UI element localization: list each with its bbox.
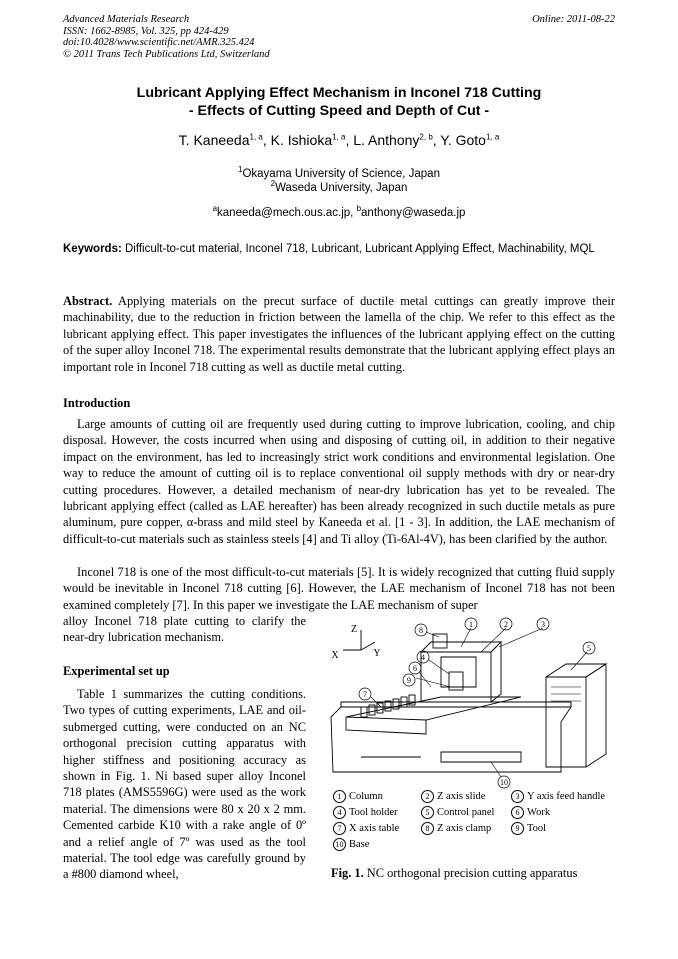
svg-text:3: 3: [541, 620, 545, 629]
callout-9: [403, 674, 415, 686]
intro-paragraph-1: Large amounts of cutting oil are frequently used during cutting to improve lubrication, cooling, and chip disposal. However, the costs incurred when using and disposing of cutting oil, in addition to their negative impact on the environment, has led to increasingly strict work conditions and environmental legislation. One way to reduce the amount of cutting oil is to replace conventional oil supply methods with dry or near-dry cutting procedures. However, a detailed mechanism of near-dry lubrication has yet to be revealed. The lubricant applying effect (called as LAE hereafter) has been already recognized in such ductile metals as pure aluminum, pure copper, α-brass and mild steel by Kaneeda et al. [1 - 3]. In addition, the LAE mechanism of difficult-to-cut materials such as stainless steels [4] and Ti alloy (Ti-6Al-4V), has been clarified by the author.: [63, 417, 615, 546]
svg-text:2: 2: [504, 620, 508, 629]
svg-text:1: 1: [469, 620, 473, 629]
base-top: [341, 702, 571, 707]
control-panel-side: [586, 664, 606, 767]
figure-caption-label: Fig. 1.: [331, 866, 364, 880]
base-front-slot: [441, 752, 521, 762]
axis-z-label: Z: [350, 624, 358, 635]
title-line-2: - Effects of Cutting Speed and Depth of Cut -: [188, 103, 490, 119]
title-line-1: Lubricant Applying Effect Mechanism in Inconel 718 Cutting: [136, 85, 542, 101]
doi: doi:10.4028/www.scientific.net/AMR.325.424: [63, 37, 255, 48]
callout-3: [537, 618, 549, 630]
legend-item: 4 Tool holder: [333, 806, 398, 819]
callout-4: [417, 651, 429, 663]
control-panel-top: [546, 664, 606, 677]
control-panel-front: [546, 677, 586, 767]
abstract-text: Applying materials on the precut surface of ductile metal cuttings can greatly improve their machinability, due to the reduction in friction between the lamella of the chip. We refer to this effect as the lubricant applying effect. This paper investigates the influences of the lubricant applying effect on the cutting of the super alloy Inconel 718. The experimental results demonstrate that the lubricant applying effect plays an important role in Inconel 718 cutting as well as ductile metal cutting.: [63, 294, 615, 374]
callout-1: [465, 618, 477, 630]
svg-text:10: 10: [500, 778, 508, 787]
svg-text:9: 9: [407, 676, 411, 685]
author: Y. Goto$^{1, a}$: [440, 132, 500, 148]
keywords-text: Difficult-to-cut material, Inconel 718, Lubricant, Lubricant Applying Effect, Machinability, MQL: [121, 243, 595, 255]
callout-2: [500, 618, 512, 630]
legend-item: 2 Z axis slide: [421, 790, 485, 803]
author-list: T. Kaneeda$^{1, a}$, K. Ishioka$^{1, a}$, L. Anthony$^{2, b}$, Y. Goto$^{1, a}$: [178, 132, 500, 148]
control-panel-buttons: [551, 687, 581, 701]
x-table: [346, 697, 521, 720]
axis-y-label: Y: [373, 648, 381, 659]
axes-indicator: [343, 630, 375, 650]
legend-item: 7 X axis table: [333, 822, 399, 835]
callout-6: [409, 662, 421, 674]
svg-text:6: 6: [413, 664, 417, 673]
svg-text:5: 5: [587, 644, 591, 653]
abstract-label: Abstract.: [63, 294, 113, 308]
email-link[interactable]: kaneeda@mech.ous.ac.jp,: [217, 207, 357, 219]
affiliation: $^2$Waseda University, Japan: [270, 179, 408, 194]
abstract: [63, 293, 615, 375]
figure-legend: [333, 790, 623, 860]
online-date: Online: 2011-08-22: [532, 14, 615, 25]
callout-8: [415, 624, 427, 636]
svg-text:7: 7: [363, 690, 367, 699]
legend-item: 9 Tool: [511, 822, 546, 835]
axis-x-label: X: [331, 650, 339, 661]
intro-paragraph-2-cont: alloy Inconel 718 plate cutting to clarify the near-dry lubrication mechanism.: [63, 614, 306, 645]
author: K. Ishioka$^{1, a}$: [270, 132, 346, 148]
callout-10: [498, 776, 510, 788]
legend-item: 5 Control panel: [421, 806, 494, 819]
callout-7: [359, 688, 371, 700]
author: L. Anthony$^{2, b}$: [353, 132, 433, 148]
author: T. Kaneeda$^{1, a}$: [178, 132, 263, 148]
section-heading-experimental: Experimental set up: [63, 664, 170, 678]
issn: ISSN: 1662-8985, Vol. 325, pp 424-429: [63, 25, 229, 37]
svg-text:8: 8: [419, 626, 423, 635]
copyright: © 2011 Trans Tech Publications Ltd, Switzerland: [63, 48, 270, 60]
journal-name: Advanced Materials Research: [63, 14, 190, 25]
legend-item: 3 Y axis feed handle: [511, 790, 605, 803]
experimental-paragraph-1: Table 1 summarizes the cutting conditions. Two types of cutting experiments, LAE and oil-submerged cutting, were conducted on an NC orthogonal precision cutting apparatus with higher stiffness and positioning accuracy as shown in Fig. 1. Ni based super alloy Inconel 718 plates (AMS5596G) were used as the work material. The dimensions were 80 x 20 x 2 mm. Cemented carbide K10 with a rake angle of 0º and a relief angle of 7º was used as the tool material. The tool edge was carefully ground by a #800 diamond wheel,: [63, 687, 306, 882]
leader-lines: [371, 628, 587, 777]
email-addresses: $^a$kaneeda@mech.ous.ac.jp, $^b$anthony@waseda.jp: [212, 204, 466, 219]
legend-item: 1 Column: [333, 790, 383, 803]
svg-text:4: 4: [421, 653, 425, 662]
email-link[interactable]: anthony@waseda.jp: [361, 207, 466, 219]
z-clamp: [433, 634, 447, 648]
intro-paragraph-2: Inconel 718 is one of the most difficult-to-cut materials [5]. It is widely recognized that cutting fluid supply would be inevitable in Inconel 718 cutting [6]. However, the LAE mechanism of Inconel 718 has not been examined completely [7]. In this paper we investigate the LAE mechanism of super: [63, 565, 615, 612]
section-heading-introduction: Introduction: [63, 396, 131, 410]
affiliations: [0, 167, 678, 195]
keywords: [63, 242, 615, 256]
affiliation: $^1$Okayama University of Science, Japan: [238, 165, 440, 180]
column-side: [491, 642, 501, 702]
column: [421, 652, 491, 702]
keywords-label: Keywords:: [63, 243, 122, 255]
callout-5: [583, 642, 595, 654]
paper-title: [0, 84, 678, 120]
legend-item: 6 Work: [511, 806, 550, 819]
figure-caption-text: NC orthogonal precision cutting apparatus: [363, 866, 578, 880]
legend-item: 10 Base: [333, 838, 369, 851]
journal-header: [63, 14, 270, 60]
legend-item: 8 Z axis clamp: [421, 822, 491, 835]
figure-caption: [331, 866, 577, 881]
